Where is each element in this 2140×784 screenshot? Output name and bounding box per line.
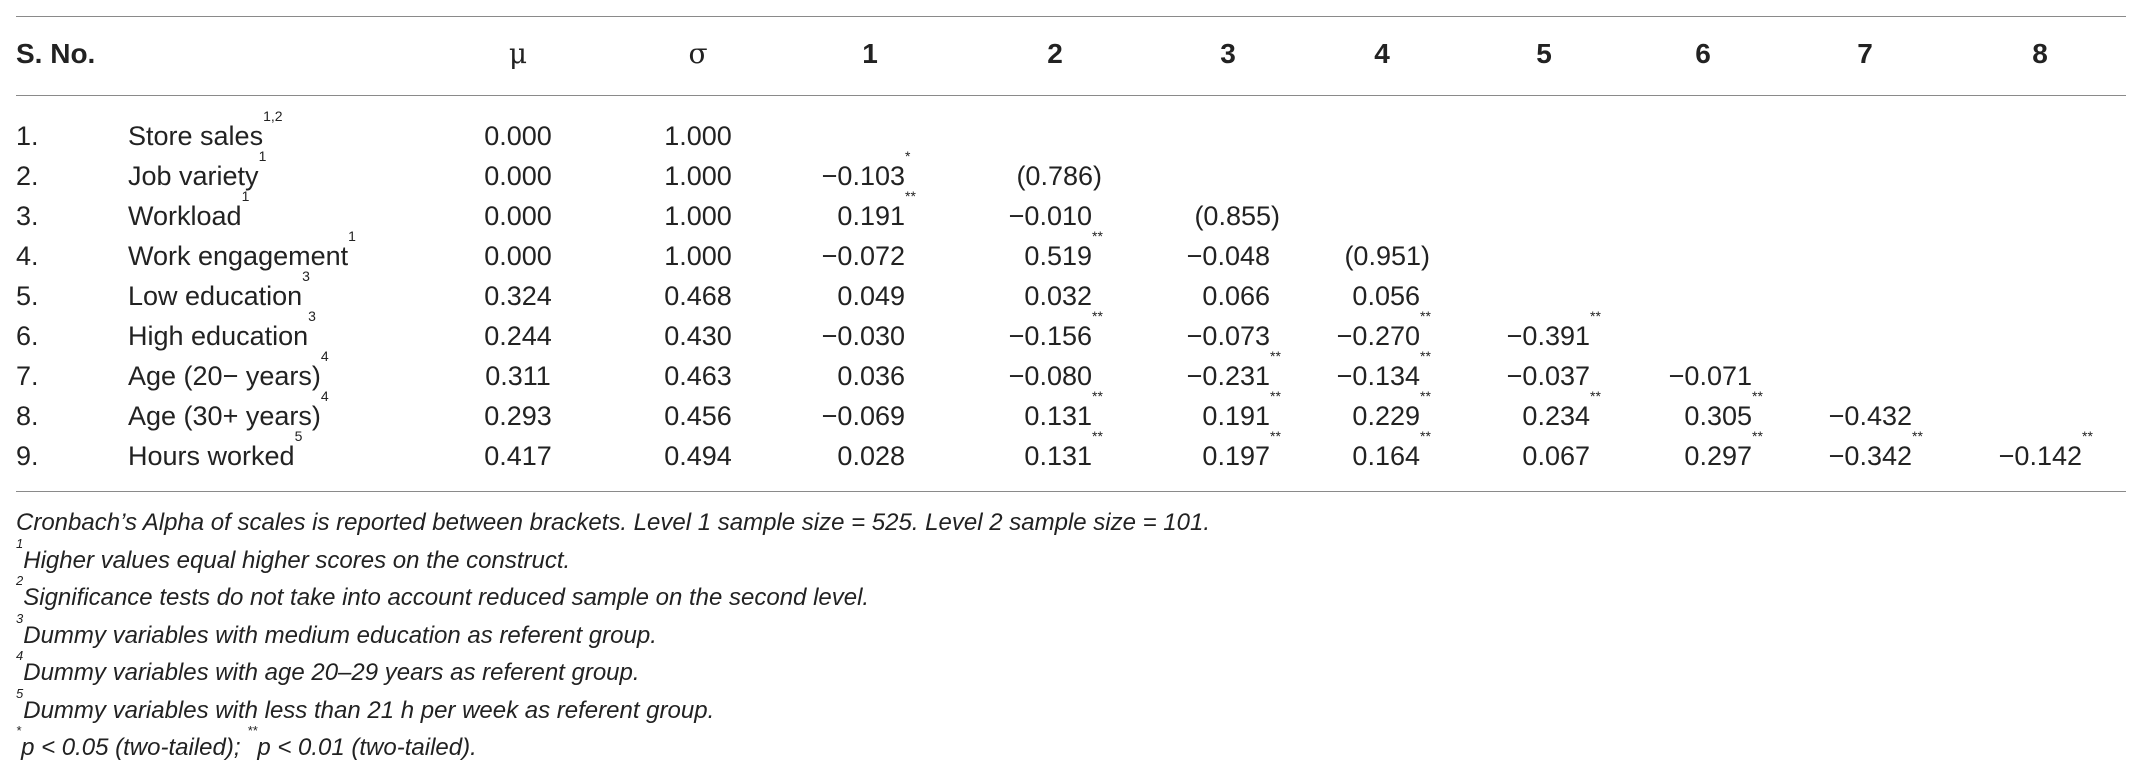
row-number: 4. [16,241,39,271]
correlation-value: −0.072 [821,241,905,271]
footnote: Cronbach’s Alpha of scales is reported between brackets. Level 1 sample size = 525. Level 2 sample size = 101. [16,509,1211,536]
variable-name: High education$^3$ [128,308,316,351]
footnote: $^4$Dummy variables with age 20–29 years as referent group. [16,648,640,686]
sd-value: 0.430 [664,321,732,351]
correlation-value: −0.048 [1186,241,1270,271]
mean-value: 0.311 [485,361,551,391]
sd-value: 0.468 [664,281,732,311]
correlation-value: 0.056 [1352,281,1420,311]
correlation-value: 0.066 [1202,281,1270,311]
footnote: $^3$Dummy variables with medium education as referent group. [16,610,657,649]
mean-value: 0.293 [484,401,552,431]
sd-value: 0.456 [664,401,732,431]
correlation-value: 0.164** [1352,428,1431,471]
correlation-value: 0.229** [1352,388,1431,431]
correlation-value: −0.073 [1186,321,1270,351]
row-number: 5. [16,281,39,311]
correlation-value: −0.071 [1668,361,1752,391]
mean-value: 0.244 [484,321,552,351]
correlation-value: −0.270** [1336,308,1431,351]
variable-name: Age (20− years)$^4$ [128,348,329,391]
column-header: 8 [2032,38,2048,69]
correlation-value: 0.067 [1522,441,1590,471]
correlation-value: −0.342** [1828,428,1923,471]
correlation-value: 0.028 [837,441,905,471]
mean-value: 0.417 [484,441,552,471]
sd-value: 1.000 [664,121,732,151]
bottom-rule [16,491,2126,492]
correlation-value: 0.305** [1684,388,1763,431]
top-rule [16,16,2126,17]
correlation-value: −0.156** [1008,308,1103,351]
column-header: 6 [1695,38,1711,69]
sd-value: 0.463 [664,361,732,391]
correlation-value: 0.191** [837,188,916,231]
correlation-value: −0.080 [1008,361,1092,391]
alpha-value: (0.786) [1016,161,1102,191]
correlation-value: 0.297** [1684,428,1763,471]
column-header: S. No. [16,38,96,69]
variable-name: Work engagement$^1$ [128,228,356,271]
correlation-value: −0.037 [1506,361,1590,391]
column-header: 1 [862,38,878,69]
correlation-value: 0.036 [837,361,905,391]
row-number: 8. [16,401,39,431]
column-header: 7 [1857,38,1873,69]
sd-value: 1.000 [664,241,732,271]
mean-value: 0.000 [484,201,552,231]
correlation-value: 0.032 [1024,281,1092,311]
column-header: 3 [1220,38,1236,69]
row-number: 1. [16,121,39,151]
correlation-value: −0.142** [1998,428,2093,471]
column-header: 4 [1374,38,1390,69]
row-number: 3. [16,201,39,231]
correlation-value: −0.010 [1008,201,1092,231]
footnote: $^5$Dummy variables with less than 21 h per week as referent group. [16,685,715,724]
footnote: $^1$Higher values equal higher scores on the construct. [16,535,571,574]
variable-name: Hours worked$^5$ [128,428,303,471]
sd-value: 1.000 [664,161,732,191]
significance-note: *p < 0.05 (two-tailed); **p < 0.01 (two-tailed). [16,723,477,761]
sd-value: 1.000 [664,201,732,231]
variable-name: Store sales$^{1,2}$ [128,108,283,151]
correlation-value: −0.432 [1828,401,1912,431]
mean-value: 0.000 [484,161,552,191]
correlation-value: 0.234** [1522,388,1601,431]
sd-value: 0.494 [664,441,732,471]
column-header: μ [508,37,528,70]
column-header: 2 [1047,38,1063,69]
variable-name: Age (30+ years)$^4$ [128,388,329,431]
row-number: 7. [16,361,39,391]
alpha-value: (0.951) [1344,241,1430,271]
column-header: 5 [1536,38,1552,69]
correlation-value: 0.197** [1202,428,1281,471]
header-rule [16,95,2126,96]
correlation-value: −0.231** [1186,348,1281,391]
footnote: $^2$Significance tests do not take into account reduced sample on the second level. [16,573,870,611]
mean-value: 0.000 [484,121,552,151]
variable-name: Low education$^3$ [128,268,310,311]
row-number: 9. [16,441,39,471]
row-number: 2. [16,161,39,191]
variable-name: Workload$^1$ [128,188,250,231]
correlation-value: −0.069 [821,401,905,431]
correlation-value: −0.391** [1506,308,1601,351]
correlation-value: 0.131** [1024,388,1103,431]
correlation-value: −0.134** [1336,348,1431,391]
mean-value: 0.324 [484,281,552,311]
correlation-value: 0.519** [1024,228,1103,271]
correlation-value: −0.030 [821,321,905,351]
row-number: 6. [16,321,39,351]
correlation-value: −0.103* [821,148,911,191]
correlation-value: 0.049 [837,281,905,311]
variable-name: Job variety$^1$ [128,148,267,191]
column-header: σ [688,37,708,70]
correlation-value: 0.131** [1024,428,1103,471]
mean-value: 0.000 [484,241,552,271]
alpha-value: (0.855) [1194,201,1280,231]
correlation-value: 0.191** [1202,388,1281,431]
